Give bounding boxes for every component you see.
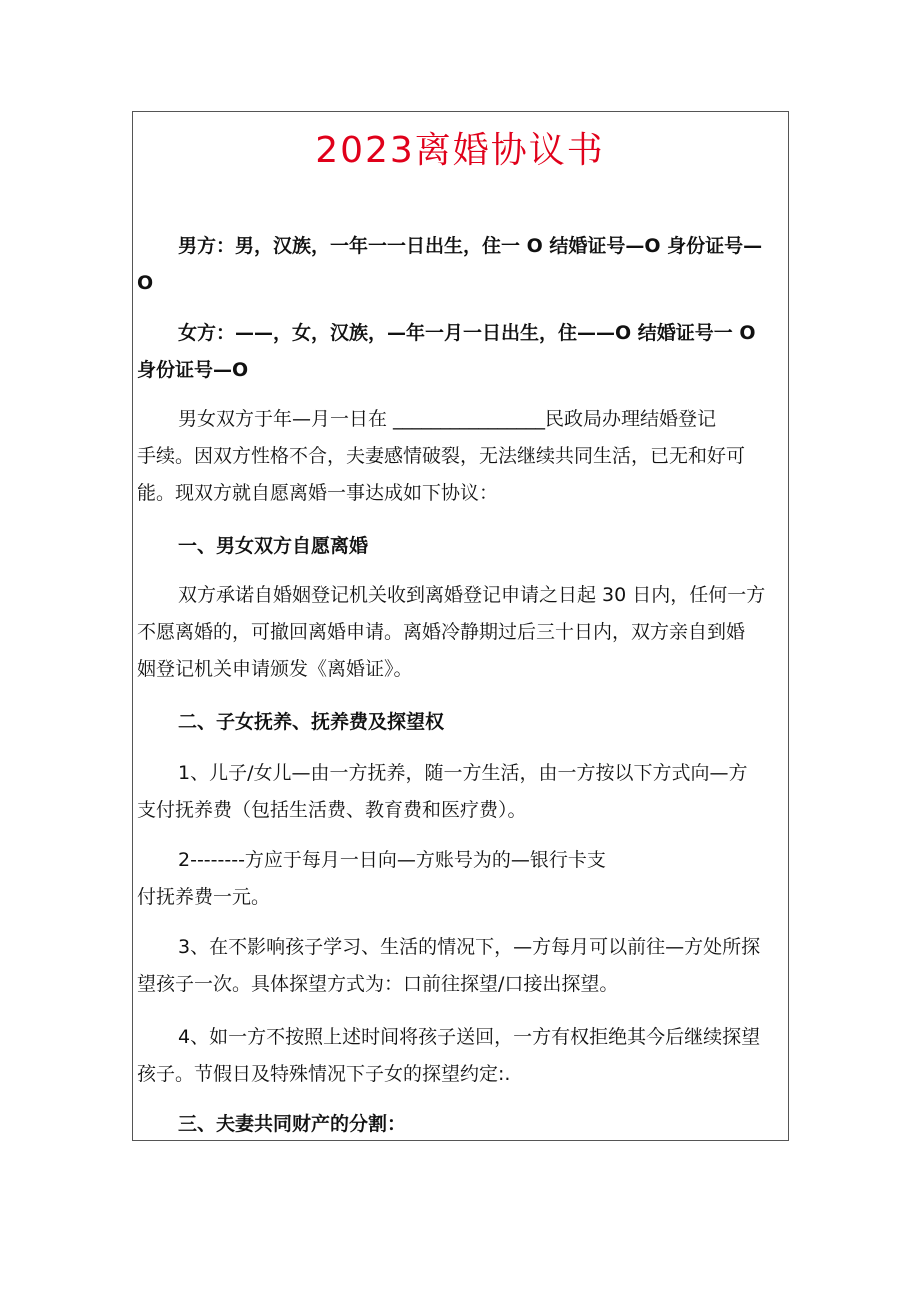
female-party-info: 女方：——，女，汉族，—年一月一日出生，住——O 结婚证号一 O 身份证号—O	[137, 322, 756, 381]
document-title: 2023离婚协议书	[315, 130, 605, 171]
section-2-heading: 二、子女抚养、抚养费及探望权	[178, 711, 445, 733]
section-2-item-1: 1、儿子/女儿—由一方抚养，随一方生活，由一方按以下方式向—方 支付抚养费（包括生活费、教育费和医疗费）。	[137, 762, 748, 821]
section-2-item-3: 3、在不影响孩子学习、生活的情况下，—方每月可以前往—方处所探 望孩子一次。具体探望方式为：口前往探望/口接出探望。	[137, 936, 761, 995]
section-1-heading: 一、男女双方自愿离婚	[178, 535, 369, 557]
section-3-heading: 三、夫妻共同财产的分割：	[178, 1113, 407, 1135]
male-party-info: 男方：男，汉族，一年一一日出生，住一 O 结婚证号—O 身份证号— O	[137, 235, 763, 294]
section-2-item-4: 4、如一方不按照上述时间将孩子送回，一方有权拒绝其今后继续探望 孩子。节假日及特殊情况下子女的探望约定:.	[137, 1026, 761, 1085]
intro-paragraph: 男女双方于年—月一日在 ________________民政局办理结婚登记 手续。因双方性格不合，夫妻感情破裂，无法继续共同生活，已无和好可 能。现双方就自愿离婚一事达成如下协议：	[137, 408, 746, 504]
section-2-item-2: 2--------方应于每月一日向—方账号为的—银行卡支 付抚养费一元。	[137, 849, 606, 908]
section-1-body: 双方承诺自婚姻登记机关收到离婚登记申请之日起 30 日内，任何一方 不愿离婚的，可撤回离婚申请。离婚冷静期过后三十日内，双方亲自到婚 姻登记机关申请颁发《离婚证》。	[137, 584, 766, 680]
